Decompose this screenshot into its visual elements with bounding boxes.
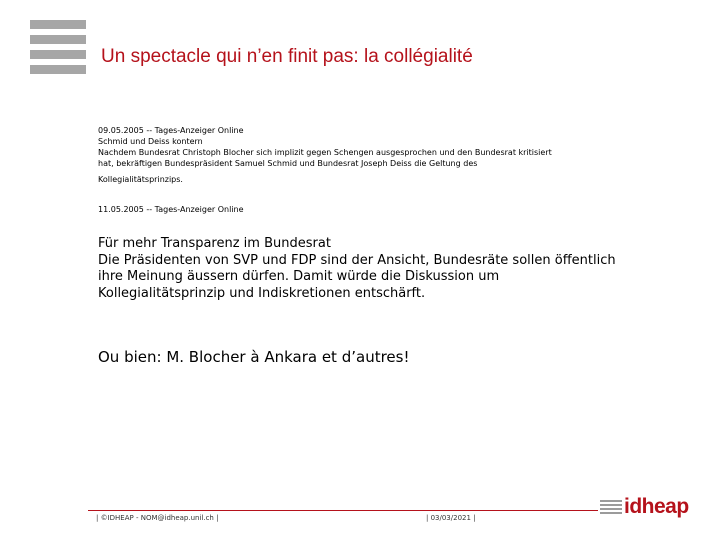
footer-divider-left [88,510,248,511]
news-2-dateline: 11.05.2005 -- Tages-Anzeiger Online [98,205,244,214]
footer-copyright: | ©IDHEAP - NOM@idheap.unil.ch | [96,514,219,522]
logo-bars-icon [600,498,622,516]
news-2-body-line-2: ihre Meinung äussern dürfen. Damit würde die Diskussion um [98,269,500,284]
logo-text: idheap [624,495,689,518]
news-1-body-line-1: Nachdem Bundesrat Christoph Blocher sich implizit gegen Schengen ausgesprochen und den Bundesrat kritisiert [98,148,552,157]
news-1-body-line-3: Kollegialitätsprinzips. [98,175,183,184]
news-1-body-line-2: hat, bekräftigen Bundespräsident Samuel Schmid und Bundesrat Joseph Deiss die Geltung des [98,159,478,168]
footer-divider-middle [248,510,598,511]
news-1-dateline: 09.05.2005 -- Tages-Anzeiger Online [98,126,244,135]
idheap-logo [600,494,689,520]
news-1-headline: Schmid und Deiss kontern [98,137,203,146]
closing-remark: Ou bien: M. Blocher à Ankara et d’autres! [98,348,410,366]
decorative-bars [30,20,86,80]
news-2-body-line-3: Kollegialitätsprinzip und Indiskretionen entschärft. [98,285,426,301]
news-2-headline: Für mehr Transparenz im Bundesrat [98,236,331,251]
news-item-1 [98,125,552,185]
news-2-body-line-1: Die Präsidenten von SVP und FDP sind der Ansicht, Bundesräte sollen öffentlich [98,252,616,268]
news-item-2 [98,236,678,302]
footer-date: | 03/03/2021 | [426,514,476,522]
slide-title: Un spectacle qui n’en finit pas: la collégialité [101,46,473,67]
